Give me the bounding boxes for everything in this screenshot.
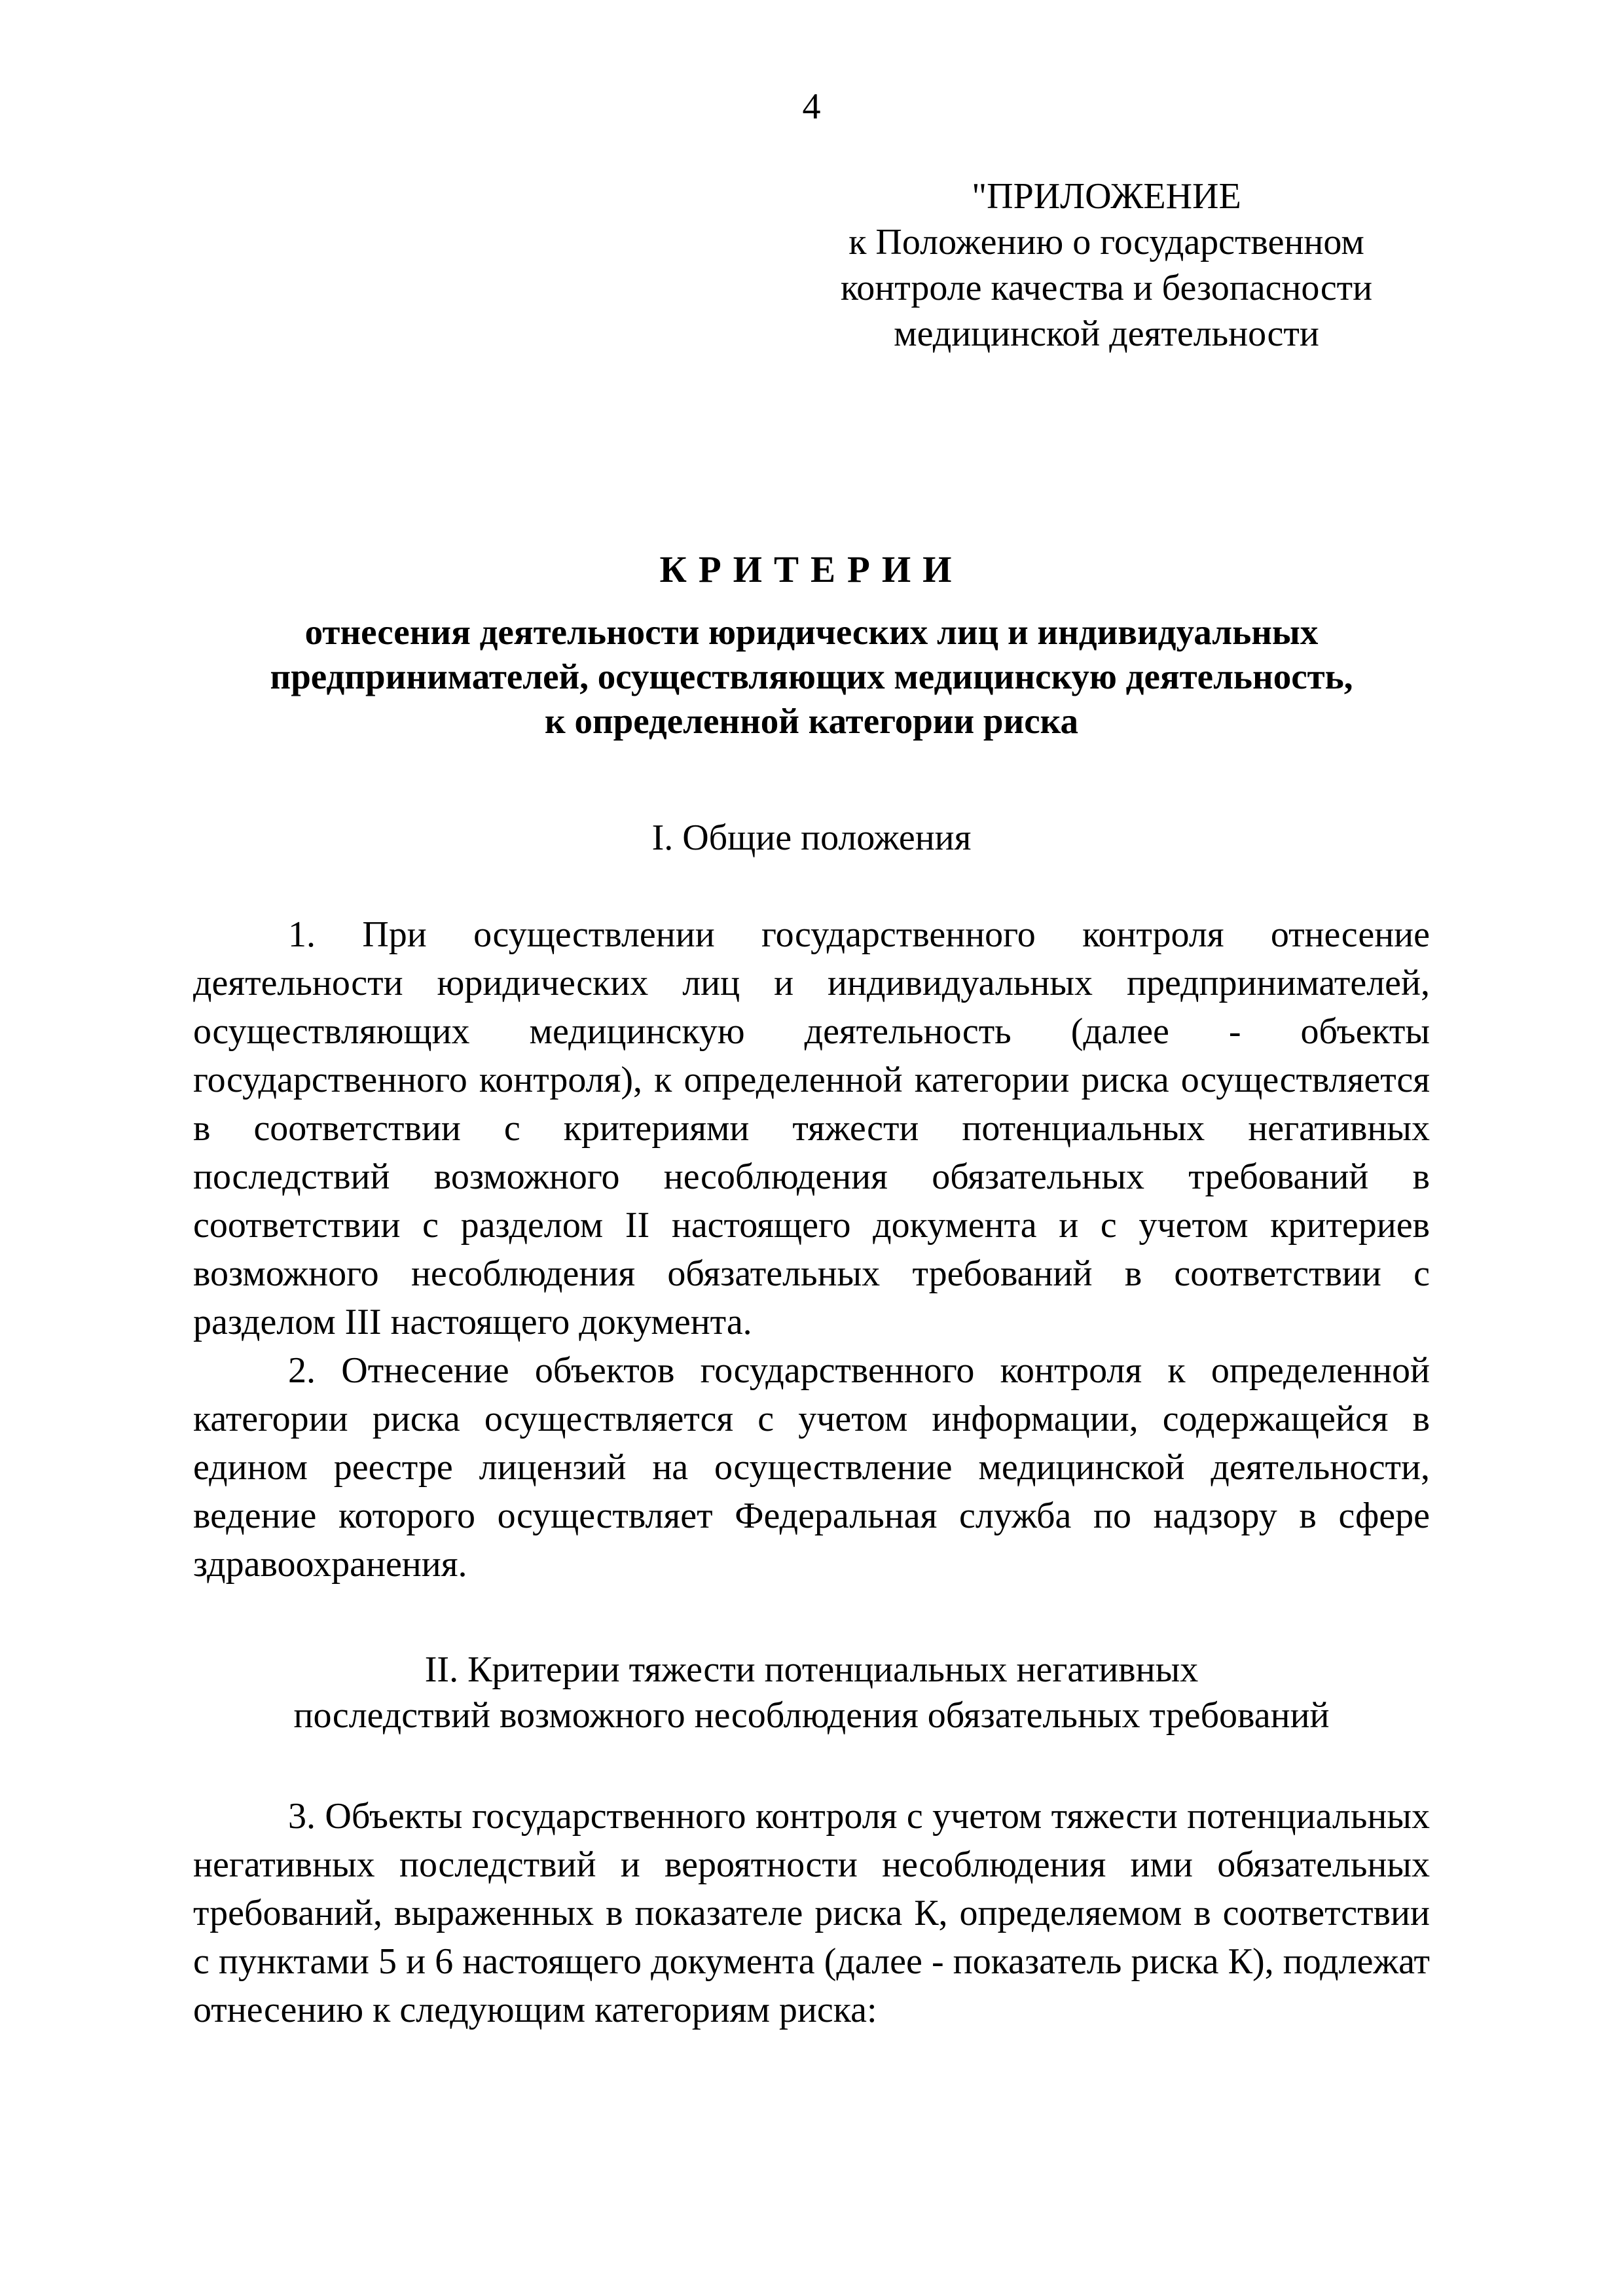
section-1-heading-text: I. Общие положения — [651, 817, 972, 858]
appendix-line: контроле качества и безопасности — [840, 268, 1373, 308]
section-1-heading — [193, 815, 1430, 861]
appendix-title: "ПРИЛОЖЕНИЕ — [972, 176, 1241, 217]
appendix-line: медицинской деятельности — [894, 314, 1319, 354]
subtitle-line: предпринимателей, осуществляющих медицинскую деятельность, — [270, 656, 1353, 696]
appendix-header — [812, 173, 1401, 357]
paragraph-2: 2. Отнесение объектов государственного контроля к определенной категории риска осуществляется с учетом информации, содержащейся в едином реестре лицензий на осуществление медицинской деятельности, ведение которого осуществляет Федеральная служба по надзору в сфере здравоохранения. — [193, 1350, 1430, 1585]
paragraph-3: 3. Объекты государственного контроля с учетом тяжести потенциальных негативных последствий и вероятности несоблюдения ими обязательных требований, выраженных в показателе риска К, определяемом в соответствии с пунктами 5 и 6 настоящего документа (далее - показатель риска К), подлежат отнесению к следующим категориям риска: — [193, 1796, 1430, 2030]
subtitle-line: к определенной категории риска — [545, 701, 1078, 741]
paragraph-1: 1. При осуществлении государственного контроля отнесение деятельности юридических лиц и индивидуальных предпринимателей, осуществляющих медицинскую деятельность (далее - объекты государственного контроля), к определенной категории риска осуществляется в соответствии с критериями тяжести потенциальных негативных последствий возможного несоблюдения обязательных требований в соответствии с разделом II настоящего документа и с учетом критериев возможного несоблюдения обязательных требований в соответствии с разделом III настоящего документа. — [193, 914, 1430, 1342]
section-2-heading-line: II. Критерии тяжести потенциальных негативных — [424, 1649, 1199, 1690]
section-2-heading — [193, 1647, 1430, 1738]
subtitle-line: отнесения деятельности юридических лиц и индивидуальных — [304, 612, 1319, 652]
document-subtitle — [196, 610, 1427, 744]
document-title: КРИТЕРИИ — [659, 549, 964, 590]
appendix-line: к Положению о государственном — [848, 222, 1364, 262]
section-2-heading-line: последствий возможного несоблюдения обязательных требований — [293, 1695, 1330, 1736]
page-number: 4 — [802, 86, 821, 127]
